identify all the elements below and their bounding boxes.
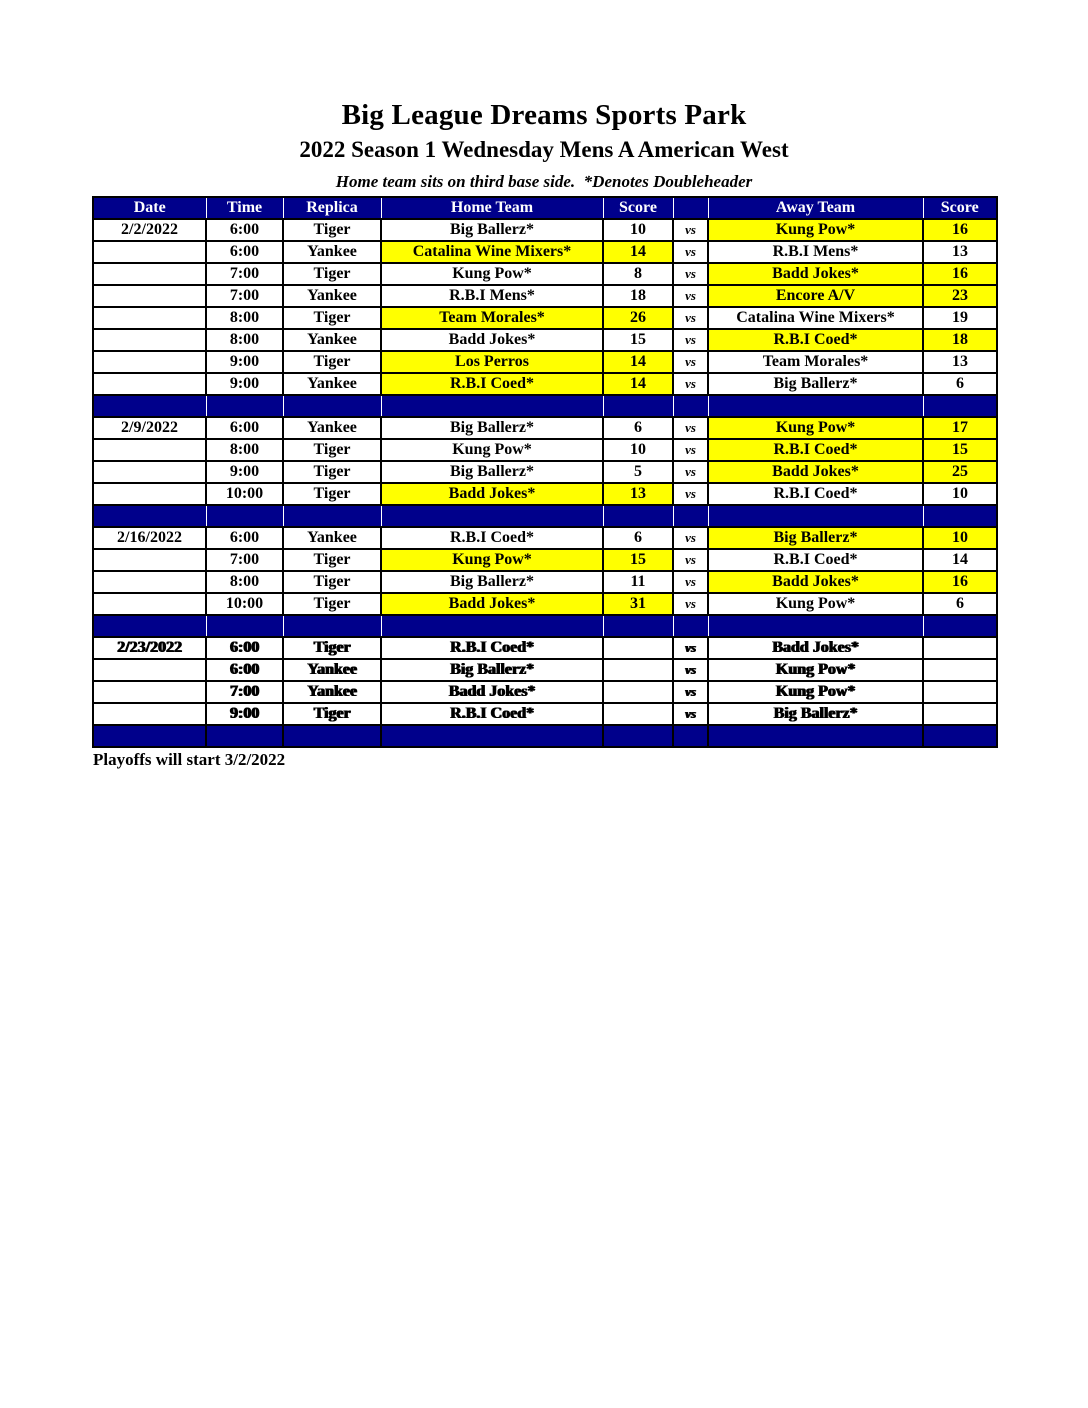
date-cell xyxy=(93,373,206,395)
away-team-cell: Badd Jokes* xyxy=(708,571,923,593)
vs-cell: vs xyxy=(673,681,708,703)
date-cell xyxy=(93,241,206,263)
vs-cell: vs xyxy=(673,417,708,439)
away-team-cell: Kung Pow* xyxy=(708,593,923,615)
separator-cell xyxy=(381,505,603,527)
away-score-cell: 16 xyxy=(923,219,997,241)
home-team-cell: Kung Pow* xyxy=(381,439,603,461)
date-cell xyxy=(93,703,206,725)
time-cell: 8:00 xyxy=(206,571,283,593)
separator-row xyxy=(93,505,997,527)
away-team-cell: Badd Jokes* xyxy=(708,461,923,483)
time-cell: 6:00 xyxy=(206,659,283,681)
replica-cell: Yankee xyxy=(283,241,381,263)
separator-cell xyxy=(206,505,283,527)
playoffs-note: Playoffs will start 3/2/2022 xyxy=(93,750,286,769)
away-score-cell xyxy=(923,659,997,681)
away-score-cell: 13 xyxy=(923,241,997,263)
separator-cell xyxy=(283,505,381,527)
replica-cell: Tiger xyxy=(283,593,381,615)
replica-cell: Tiger xyxy=(283,637,381,659)
vs-cell: vs xyxy=(673,373,708,395)
date-cell: 2/9/2022 xyxy=(93,417,206,439)
home-team-cell: R.B.I Mens* xyxy=(381,285,603,307)
game-row xyxy=(93,461,997,483)
home-team-cell: Kung Pow* xyxy=(381,549,603,571)
replica-cell: Tiger xyxy=(283,307,381,329)
away-team-cell: Encore A/V xyxy=(708,285,923,307)
replica-cell: Tiger xyxy=(283,263,381,285)
vs-cell: vs xyxy=(673,285,708,307)
time-cell: 8:00 xyxy=(206,307,283,329)
away-score-cell: 10 xyxy=(923,527,997,549)
header-row xyxy=(93,197,997,219)
game-row xyxy=(93,571,997,593)
date-cell xyxy=(93,329,206,351)
home-team-cell: R.B.I Coed* xyxy=(381,527,603,549)
vs-cell: vs xyxy=(673,461,708,483)
away-team-cell: R.B.I Mens* xyxy=(708,241,923,263)
time-cell: 7:00 xyxy=(206,549,283,571)
separator-cell xyxy=(206,725,283,747)
separator-cell xyxy=(673,725,708,747)
replica-cell: Tiger xyxy=(283,461,381,483)
game-row xyxy=(93,659,997,681)
home-score-cell: 10 xyxy=(603,219,673,241)
away-score-cell xyxy=(923,681,997,703)
away-team-cell: Big Ballerz* xyxy=(708,703,923,725)
separator-row xyxy=(93,395,997,417)
time-cell: 10:00 xyxy=(206,483,283,505)
game-row xyxy=(93,527,997,549)
col-header-replica: Replica xyxy=(283,197,381,219)
away-team-cell: Kung Pow* xyxy=(708,219,923,241)
game-row xyxy=(93,329,997,351)
home-score-cell: 10 xyxy=(603,439,673,461)
date-cell xyxy=(93,307,206,329)
page-header xyxy=(0,0,1088,192)
vs-cell: vs xyxy=(673,241,708,263)
vs-cell: vs xyxy=(673,659,708,681)
col-header-date: Date xyxy=(93,197,206,219)
separator-cell xyxy=(381,615,603,637)
date-cell: 2/23/2022 xyxy=(93,637,206,659)
col-header-away-team: Away Team xyxy=(708,197,923,219)
away-score-cell: 16 xyxy=(923,263,997,285)
home-score-cell xyxy=(603,681,673,703)
time-cell: 6:00 xyxy=(206,637,283,659)
separator-cell xyxy=(381,725,603,747)
vs-cell: vs xyxy=(673,439,708,461)
time-cell: 9:00 xyxy=(206,461,283,483)
col-header-home-team: Home Team xyxy=(381,197,603,219)
separator-cell xyxy=(673,505,708,527)
away-score-cell: 6 xyxy=(923,373,997,395)
date-cell xyxy=(93,461,206,483)
time-cell: 7:00 xyxy=(206,263,283,285)
separator-cell xyxy=(673,615,708,637)
game-row xyxy=(93,307,997,329)
home-score-cell: 15 xyxy=(603,329,673,351)
away-team-cell: Big Ballerz* xyxy=(708,527,923,549)
col-header-away-score: Score xyxy=(923,197,997,219)
game-row xyxy=(93,703,997,725)
home-team-cell: Big Ballerz* xyxy=(381,219,603,241)
game-row xyxy=(93,681,997,703)
col-header-home-score: Score xyxy=(603,197,673,219)
away-team-cell: R.B.I Coed* xyxy=(708,329,923,351)
replica-cell: Tiger xyxy=(283,549,381,571)
date-cell xyxy=(93,285,206,307)
separator-cell xyxy=(923,615,997,637)
away-team-cell: Team Morales* xyxy=(708,351,923,373)
replica-cell: Yankee xyxy=(283,329,381,351)
date-cell xyxy=(93,659,206,681)
separator-cell xyxy=(603,395,673,417)
replica-cell: Yankee xyxy=(283,285,381,307)
home-team-cell: Big Ballerz* xyxy=(381,461,603,483)
separator-cell xyxy=(923,505,997,527)
date-cell xyxy=(93,263,206,285)
vs-cell: vs xyxy=(673,527,708,549)
page-note: Home team sits on third base side. *Denotes Doubleheader xyxy=(335,172,753,191)
separator-cell xyxy=(283,395,381,417)
game-row xyxy=(93,637,997,659)
separator-cell xyxy=(381,395,603,417)
vs-cell: vs xyxy=(673,637,708,659)
away-team-cell: R.B.I Coed* xyxy=(708,483,923,505)
away-score-cell: 15 xyxy=(923,439,997,461)
away-team-cell: Kung Pow* xyxy=(708,681,923,703)
time-cell: 6:00 xyxy=(206,417,283,439)
vs-cell: vs xyxy=(673,703,708,725)
away-team-cell: Kung Pow* xyxy=(708,417,923,439)
date-cell xyxy=(93,549,206,571)
game-row xyxy=(93,373,997,395)
home-score-cell: 26 xyxy=(603,307,673,329)
time-cell: 7:00 xyxy=(206,681,283,703)
home-team-cell: Badd Jokes* xyxy=(381,681,603,703)
separator-row xyxy=(93,725,997,747)
home-score-cell xyxy=(603,659,673,681)
replica-cell: Tiger xyxy=(283,219,381,241)
away-score-cell: 23 xyxy=(923,285,997,307)
home-team-cell: Badd Jokes* xyxy=(381,593,603,615)
away-score-cell: 10 xyxy=(923,483,997,505)
replica-cell: Tiger xyxy=(283,703,381,725)
home-score-cell: 5 xyxy=(603,461,673,483)
home-score-cell xyxy=(603,703,673,725)
home-score-cell: 15 xyxy=(603,549,673,571)
home-team-cell: Los Perros xyxy=(381,351,603,373)
home-score-cell: 14 xyxy=(603,373,673,395)
time-cell: 6:00 xyxy=(206,241,283,263)
away-team-cell: R.B.I Coed* xyxy=(708,439,923,461)
separator-row xyxy=(93,615,997,637)
date-cell xyxy=(93,593,206,615)
separator-cell xyxy=(708,725,923,747)
replica-cell: Yankee xyxy=(283,659,381,681)
vs-cell: vs xyxy=(673,263,708,285)
separator-cell xyxy=(603,725,673,747)
home-score-cell: 6 xyxy=(603,417,673,439)
home-score-cell: 31 xyxy=(603,593,673,615)
separator-cell xyxy=(283,615,381,637)
away-score-cell: 16 xyxy=(923,571,997,593)
home-score-cell: 18 xyxy=(603,285,673,307)
replica-cell: Tiger xyxy=(283,439,381,461)
col-header-vs xyxy=(673,197,708,219)
time-cell: 6:00 xyxy=(206,219,283,241)
separator-cell xyxy=(93,725,206,747)
home-score-cell: 6 xyxy=(603,527,673,549)
replica-cell: Yankee xyxy=(283,681,381,703)
home-team-cell: Big Ballerz* xyxy=(381,659,603,681)
away-team-cell: Kung Pow* xyxy=(708,659,923,681)
schedule-table xyxy=(92,196,998,748)
page-title: Big League Dreams Sports Park xyxy=(341,99,747,131)
replica-cell: Tiger xyxy=(283,571,381,593)
home-team-cell: R.B.I Coed* xyxy=(381,703,603,725)
home-team-cell: R.B.I Coed* xyxy=(381,373,603,395)
separator-cell xyxy=(283,725,381,747)
home-score-cell: 8 xyxy=(603,263,673,285)
away-score-cell: 14 xyxy=(923,549,997,571)
vs-cell: vs xyxy=(673,571,708,593)
replica-cell: Yankee xyxy=(283,417,381,439)
game-row xyxy=(93,417,997,439)
separator-cell xyxy=(93,615,206,637)
home-team-cell: Badd Jokes* xyxy=(381,483,603,505)
vs-cell: vs xyxy=(673,329,708,351)
separator-cell xyxy=(708,395,923,417)
replica-cell: Yankee xyxy=(283,527,381,549)
date-cell xyxy=(93,571,206,593)
time-cell: 6:00 xyxy=(206,527,283,549)
vs-cell: vs xyxy=(673,549,708,571)
home-team-cell: Kung Pow* xyxy=(381,263,603,285)
home-team-cell: Big Ballerz* xyxy=(381,571,603,593)
away-score-cell: 6 xyxy=(923,593,997,615)
vs-cell: vs xyxy=(673,593,708,615)
separator-cell xyxy=(93,395,206,417)
date-cell xyxy=(93,439,206,461)
game-row xyxy=(93,263,997,285)
away-team-cell: Catalina Wine Mixers* xyxy=(708,307,923,329)
separator-cell xyxy=(923,395,997,417)
separator-cell xyxy=(603,505,673,527)
separator-cell xyxy=(673,395,708,417)
time-cell: 9:00 xyxy=(206,703,283,725)
separator-cell xyxy=(206,395,283,417)
home-team-cell: Catalina Wine Mixers* xyxy=(381,241,603,263)
game-row xyxy=(93,439,997,461)
game-row xyxy=(93,241,997,263)
home-score-cell: 11 xyxy=(603,571,673,593)
time-cell: 10:00 xyxy=(206,593,283,615)
away-score-cell xyxy=(923,637,997,659)
away-score-cell: 17 xyxy=(923,417,997,439)
away-score-cell: 13 xyxy=(923,351,997,373)
separator-cell xyxy=(206,615,283,637)
home-score-cell: 13 xyxy=(603,483,673,505)
game-row xyxy=(93,285,997,307)
replica-cell: Tiger xyxy=(283,483,381,505)
page-subtitle: 2022 Season 1 Wednesday Mens A American West xyxy=(299,137,789,162)
replica-cell: Tiger xyxy=(283,351,381,373)
time-cell: 8:00 xyxy=(206,439,283,461)
time-cell: 9:00 xyxy=(206,351,283,373)
away-team-cell: Big Ballerz* xyxy=(708,373,923,395)
date-cell xyxy=(93,351,206,373)
time-cell: 8:00 xyxy=(206,329,283,351)
home-team-cell: Team Morales* xyxy=(381,307,603,329)
vs-cell: vs xyxy=(673,307,708,329)
separator-cell xyxy=(923,725,997,747)
game-row xyxy=(93,351,997,373)
vs-cell: vs xyxy=(673,483,708,505)
home-score-cell: 14 xyxy=(603,351,673,373)
home-team-cell: Big Ballerz* xyxy=(381,417,603,439)
away-score-cell: 19 xyxy=(923,307,997,329)
game-row xyxy=(93,219,997,241)
date-cell: 2/16/2022 xyxy=(93,527,206,549)
away-score-cell xyxy=(923,703,997,725)
separator-cell xyxy=(708,615,923,637)
vs-cell: vs xyxy=(673,219,708,241)
date-cell xyxy=(93,483,206,505)
vs-cell: vs xyxy=(673,351,708,373)
separator-cell xyxy=(708,505,923,527)
schedule-body xyxy=(93,219,997,747)
separator-cell xyxy=(93,505,206,527)
away-score-cell: 25 xyxy=(923,461,997,483)
date-cell: 2/2/2022 xyxy=(93,219,206,241)
away-score-cell: 18 xyxy=(923,329,997,351)
home-team-cell: R.B.I Coed* xyxy=(381,637,603,659)
away-team-cell: Badd Jokes* xyxy=(708,637,923,659)
game-row xyxy=(93,483,997,505)
time-cell: 7:00 xyxy=(206,285,283,307)
col-header-time: Time xyxy=(206,197,283,219)
time-cell: 9:00 xyxy=(206,373,283,395)
game-row xyxy=(93,593,997,615)
home-score-cell: 14 xyxy=(603,241,673,263)
away-team-cell: R.B.I Coed* xyxy=(708,549,923,571)
game-row xyxy=(93,549,997,571)
replica-cell: Yankee xyxy=(283,373,381,395)
home-score-cell xyxy=(603,637,673,659)
separator-cell xyxy=(603,615,673,637)
date-cell xyxy=(93,681,206,703)
home-team-cell: Badd Jokes* xyxy=(381,329,603,351)
away-team-cell: Badd Jokes* xyxy=(708,263,923,285)
